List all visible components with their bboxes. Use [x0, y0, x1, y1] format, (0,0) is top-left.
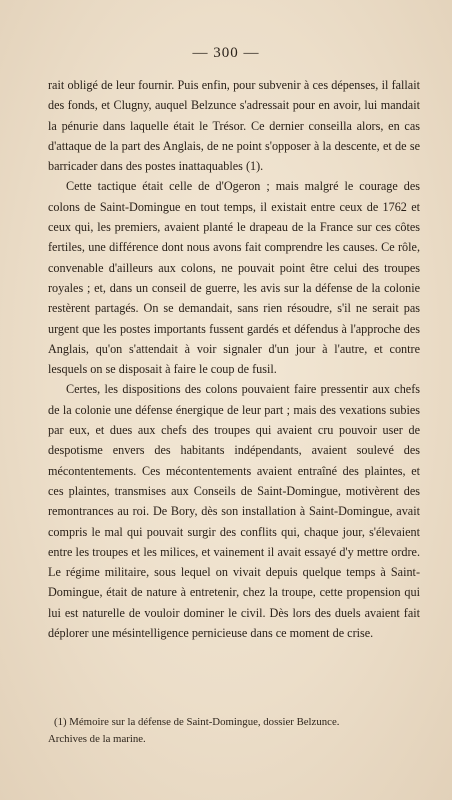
- footnote-line-2: Archives de la marine.: [48, 733, 146, 745]
- main-text: [48, 75, 420, 643]
- paragraph-3: Certes, les dispositions des colons pouvaient faire pressentir aux chefs de la colonie une défense énergique de leur part ; mais des vexations subies par eux, et dues aux chefs des troupes qui avaient cru pouvoir user de despotisme envers des habitants indépendants, avaient soulevé des mécontentements. Ces mécontentements avaient entraîné des plaintes, et ces plaintes, transmises aux Conseils de Saint-Domingue, motivèrent des remontrances au roi. De Bory, dès son installation à Saint-Domingue, avait compris le mal qui pouvait surgir des conflits qui, chaque jour, s'élevaient entre les troupes et les milices, et vainement il avait essayé d'y mettre ordre. Le régime militaire, sous lequel on vivait depuis quelque temps à Saint-Domingue, était de nature à entretenir, chez la troupe, cette propension qui lui est naturelle de vouloir dominer le civil. Dès lors des duels avaient fait déplorer une mésintelligence pernicieuse dans ce moment de crise.: [48, 382, 420, 641]
- footnote: [48, 714, 420, 748]
- page-number: — 300 —: [192, 45, 260, 61]
- paragraph-1: rait obligé de leur fournir. Puis enfin, pour subvenir à ces dépenses, il fallait des fonds, et Clugny, auquel Belzunce s'adressait pour en avoir, lui mandait la pénurie dans laquelle était le Trésor. Ce dernier conseilla alors, en cas d'attaque de la part des Anglais, de ne point s'opposer à la descente, et de se barricader dans des postes inattaquables (1).: [48, 78, 420, 174]
- footnote-line-1: (1) Mémoire sur la défense de Saint-Domingue, dossier Belzunce.: [54, 716, 340, 728]
- paragraph-2: Cette tactique était celle de d'Ogeron ; mais malgré le courage des colons de Saint-Domingue en tout temps, il existait entre ceux de 1762 et ceux qui, les premiers, avaient planté le drapeau de la France sur ces côtes fertiles, une différence dont nous avons fait comprendre les causes. Ce rôle, convenable d'ailleurs aux colons, ne pouvait point être celui des troupes royales ; et, dans un conseil de guerre, les avis sur la défense de la colonie restèrent partagés. On se demandait, sans rien résoudre, s'il ne serait pas urgent que les postes importants fussent gardés et défendus à l'approche des Anglais, qu'on s'attendait à voir signaler d'un jour à l'autre, et contre lesquels on se disposait à faire le coup de fusil.: [48, 179, 420, 377]
